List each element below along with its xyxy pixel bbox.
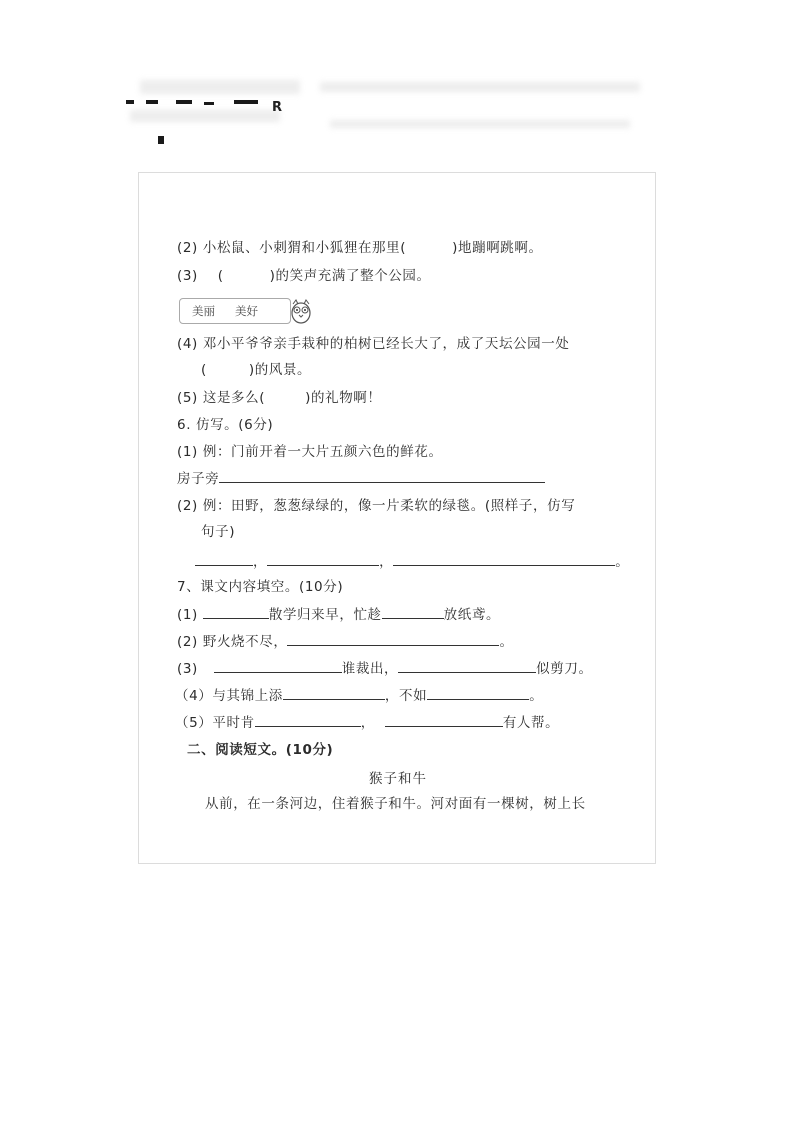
answer-blank[interactable] [398, 660, 536, 673]
question-6-2: (2) 例：田野，葱葱绿绿的，像一片柔软的绿毯。(照样子，仿写 [177, 498, 576, 514]
question-5-3: (3) ( )的笑声充满了整个公园。 [177, 268, 431, 284]
story-paragraph: 从前，在一条河边，住着猴子和牛。河对面有一棵树，树上长 [205, 796, 586, 812]
section-2-title: 二、阅读短文。(10分) [187, 742, 334, 758]
question-5-2: (2) 小松鼠、小刺猬和小狐狸在那里( )地蹦啊跳啊。 [177, 240, 543, 256]
word-choice-1: 美丽 [192, 304, 215, 318]
question-6-2-cont: 句子) [201, 524, 236, 540]
answer-blank[interactable] [385, 714, 503, 727]
answer-blank[interactable] [255, 714, 361, 727]
answer-blank[interactable] [427, 687, 529, 700]
question-7-1: (1) 散学归来早，忙趁 放纸鸢。 [177, 607, 501, 623]
owl-icon [289, 297, 313, 325]
question-6-1: (1) 例：门前开着一大片五颜六色的鲜花。 [177, 444, 443, 460]
answer-blank[interactable] [214, 660, 342, 673]
worksheet-page [138, 172, 656, 864]
question-5-4-cont: ( )的风景。 [201, 362, 312, 378]
answer-blank[interactable] [195, 553, 253, 566]
answer-blank[interactable] [203, 606, 269, 619]
question-6-1-answer: 房子旁 [177, 470, 545, 488]
question-7-5: （5）平时肯 ， 有人帮。 [175, 715, 560, 731]
question-5-5: (5) 这是多么( )的礼物啊！ [177, 390, 382, 406]
answer-blank[interactable] [267, 553, 379, 566]
answer-blank[interactable] [283, 687, 385, 700]
question-7-3: (3) 谁裁出， 似剪刀。 [177, 661, 593, 677]
question-6-2-answer: ， ， 。 [195, 553, 629, 571]
question-5-4: (4) 邓小平爷爷亲手栽种的柏树已经长大了，成了天坛公园一处 [177, 336, 570, 352]
answer-blank[interactable] [382, 606, 444, 619]
scan-header-artifact [120, 70, 660, 160]
word-choice-2: 美好 [235, 304, 258, 318]
story-title: 猴子和牛 [369, 771, 427, 787]
answer-blank[interactable] [287, 633, 499, 646]
question-7-2: (2) 野火烧不尽， 。 [177, 634, 514, 650]
question-7-title: 7、课文内容填空。(10分) [177, 579, 344, 595]
question-7-4: （4）与其锦上添 ，不如 。 [175, 688, 544, 704]
question-6-title: 6. 仿写。(6分) [177, 417, 274, 433]
answer-blank[interactable] [393, 553, 615, 566]
scan-mark: R [272, 100, 283, 115]
answer-blank[interactable] [219, 470, 545, 483]
word-choice-box [179, 298, 291, 324]
